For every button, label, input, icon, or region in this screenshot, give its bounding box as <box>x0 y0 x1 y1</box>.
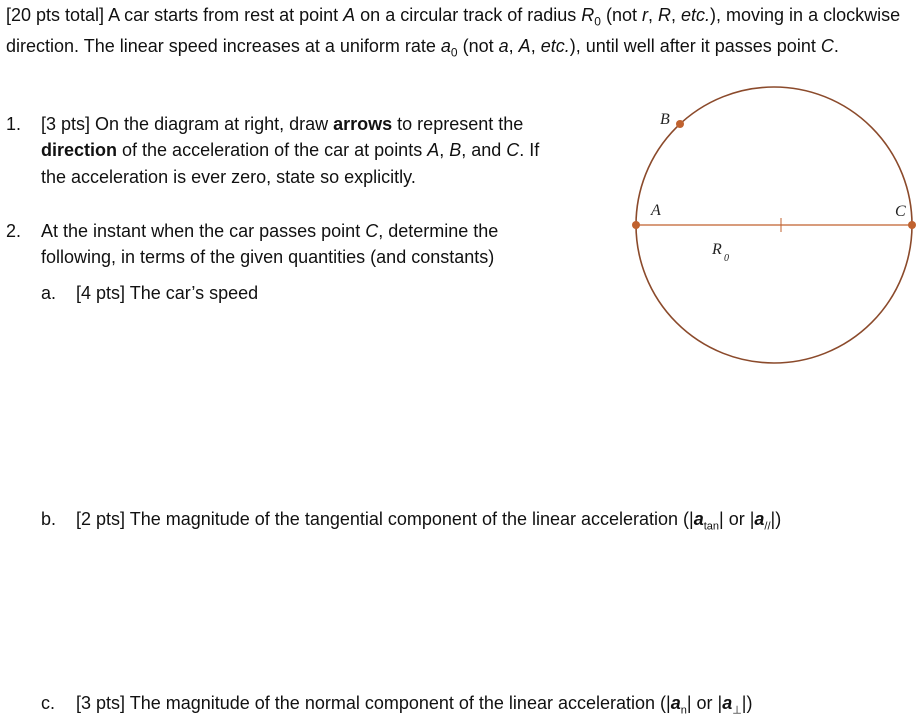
etc-text: etc. <box>540 36 570 57</box>
q2b-accel-symbol: a <box>693 509 704 529</box>
q2-point-c: C <box>365 221 379 241</box>
intro-text: (not <box>457 36 499 57</box>
q1-point-a: A <box>427 140 440 160</box>
point-a-ref: A <box>343 5 356 25</box>
question-2b-letter: b. <box>41 509 57 529</box>
q1-text: of the acceleration of the car at points <box>117 140 428 160</box>
intro-text: , <box>647 5 658 25</box>
q2c-accel-symbol-2: a <box>722 693 733 713</box>
q1-text: [3 pts] On the diagram at right, draw <box>41 114 334 134</box>
point-b-dot[interactable] <box>676 120 684 128</box>
q1-text: . If <box>519 140 540 160</box>
intro-text: ), until well after it passes point <box>569 36 821 57</box>
accel-subscript: 0 <box>450 45 458 60</box>
intro-text: , <box>671 5 682 25</box>
q2c-text: [3 pts] The magnitude of the normal component of the linear acceleration (| <box>76 693 671 713</box>
intro-text: , <box>508 36 519 57</box>
question-1-number: 1. <box>6 114 22 134</box>
q1-direction-bold: direction <box>41 140 118 160</box>
question-2-number: 2. <box>6 221 22 241</box>
q1-text: to represent the <box>392 114 524 134</box>
etc-text: etc. <box>681 5 711 25</box>
label-c: C <box>895 203 906 220</box>
q2c-sub-n: n <box>680 704 687 717</box>
q2b-text: [2 pts] The magnitude of the tangential component of the linear acceleration (| <box>76 509 694 529</box>
symbol-a: a <box>498 36 509 57</box>
radius-symbol: R <box>581 5 595 25</box>
q2b-sub-tan: tan <box>703 520 720 533</box>
q2-text: , determine the <box>378 221 499 241</box>
q2b-text: | or | <box>719 509 755 529</box>
q2b-sub-parallel: // <box>764 520 771 533</box>
intro-text: ), moving in a clockwise direction. The linear speed increases at a uniform rate <box>6 5 901 57</box>
symbol-r: r <box>641 5 648 25</box>
q2c-text: |) <box>741 693 753 713</box>
label-b: B <box>660 111 670 128</box>
q2b-text: |) <box>770 509 782 529</box>
q1-arrows-bold: arrows <box>333 114 393 134</box>
q2c-accel-symbol: a <box>670 693 681 713</box>
label-a: A <box>651 202 661 219</box>
question-2a-letter: a. <box>41 283 57 303</box>
question-2c-letter: c. <box>41 693 56 713</box>
point-c-ref: C <box>820 36 834 57</box>
symbol-A: A <box>518 36 531 57</box>
point-a-dot[interactable] <box>632 221 640 229</box>
question-2a-text: [4 pts] The car’s speed <box>76 283 259 303</box>
intro-text: on a circular track of radius <box>355 5 582 25</box>
q1-point-b: B <box>449 140 462 160</box>
point-c-dot[interactable] <box>908 221 916 229</box>
intro-text: , <box>530 36 541 57</box>
question-2-line-2: following, in terms of the given quantities (and constants) <box>41 247 495 267</box>
q2-text: At the instant when the car passes point <box>41 221 366 241</box>
question-1-line-3: the acceleration is ever zero, state so explicitly. <box>41 167 416 187</box>
q2b-accel-symbol-2: a <box>754 509 765 529</box>
radius-subscript: 0 <box>594 14 601 29</box>
intro-text: [20 pts total] A car starts from rest at point <box>6 5 344 25</box>
symbol-R: R <box>658 5 671 25</box>
q1-point-c: C <box>506 140 520 160</box>
q1-text: , <box>439 140 450 160</box>
intro-text: (not <box>600 5 642 25</box>
q2c-text: | or | <box>686 693 723 713</box>
intro-text: . <box>833 36 839 57</box>
q2c-sub-perp: ⊥ <box>732 704 742 717</box>
label-radius: R <box>712 241 722 258</box>
q1-text: , and <box>461 140 507 160</box>
label-radius-subscript: 0 <box>724 253 729 264</box>
accel-symbol: a <box>440 36 451 57</box>
